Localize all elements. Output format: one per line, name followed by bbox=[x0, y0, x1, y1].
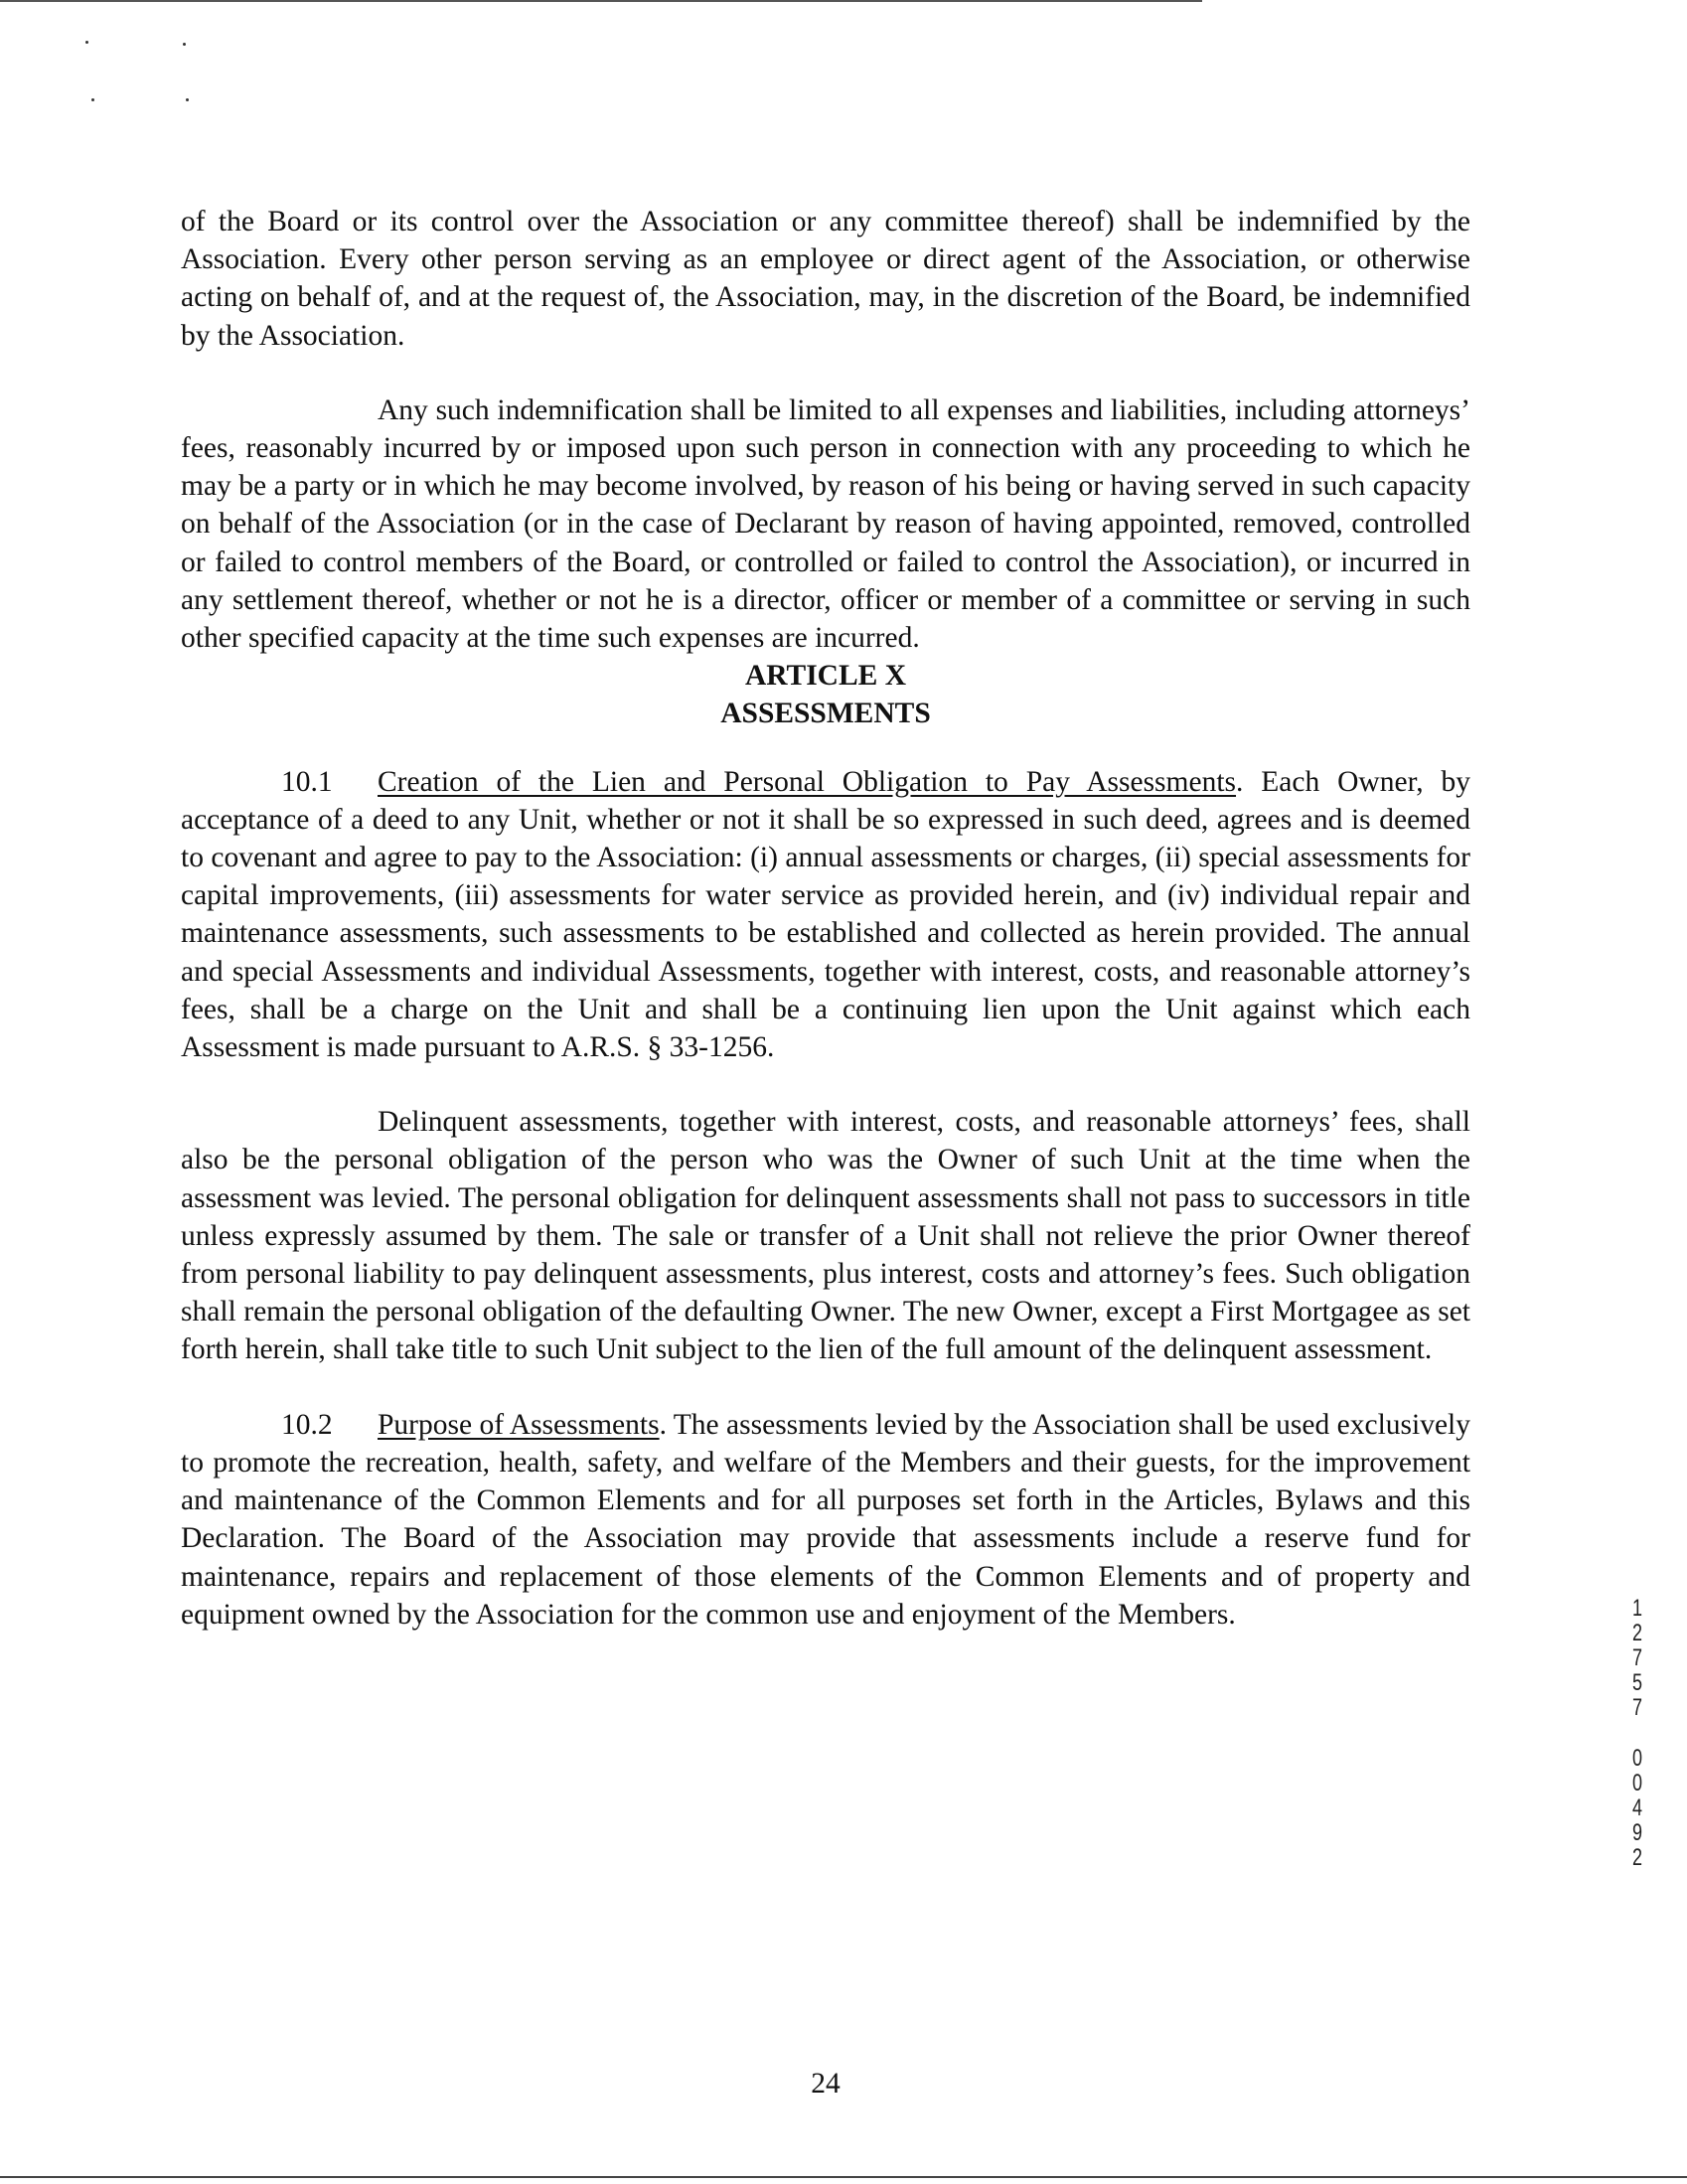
recording-digit: 4 bbox=[1631, 1794, 1643, 1821]
document-body bbox=[181, 203, 1470, 1634]
scan-bottom-edge-line bbox=[0, 2176, 1687, 2178]
scan-speck bbox=[85, 41, 88, 44]
section-number: 10.1 bbox=[281, 765, 333, 798]
paragraph-delinquent-assessments: Delinquent assessments, together with interest, costs, and reasonable attorneys’ fees, shall also be the personal obligation of the person who was the Owner of such Unit at the time when the assessment was levied. The personal obligation for delinquent assessments shall not pass to successors in title unless expressly assumed by them. The sale or transfer of a Unit shall not relieve the prior Owner thereof from personal liability to pay delinquent assessments, plus interest, costs and attorney’s fees. Such obligation shall remain the personal obligation of the defaulting Owner. The new Owner, except a First Mortgagee as set forth herein, shall take title to such Unit subject to the lien of the full amount of the delinquent assessment. bbox=[181, 1106, 1470, 1366]
page-number: 24 bbox=[811, 2068, 841, 2100]
recording-number-gap bbox=[1622, 1720, 1652, 1746]
recording-digit: 0 bbox=[1631, 1770, 1643, 1796]
article-title: ASSESSMENTS bbox=[720, 698, 931, 730]
section-10-1 bbox=[181, 763, 1470, 1067]
section-body: . The assessments levied by the Association shall be used exclusively to promote the recreation, health, safety, and welfare of the Members and their guests, for the improvement and maintenance of the Common Elements and for all purposes set forth in the Articles, Bylaws and this Declaration. The Board of the Association may provide that assessments include a reserve fund for maintenance, repairs and replacement of those elements of the Common Elements and of property and equipment owned by the Association for the common use and enjoyment of the Members. bbox=[181, 1408, 1470, 1631]
scan-speck bbox=[91, 98, 94, 101]
recording-digit: 9 bbox=[1631, 1819, 1643, 1846]
scan-speck bbox=[186, 98, 189, 101]
section-body: . Each Owner, by acceptance of a deed to any Unit, whether or not it shall be so expressed in such deed, agrees and is deemed to covenant and agree to pay to the Association: (i) annual assessments or charges, (ii) special assessments for capital improvements, (iii) assessments for water service as provided herein, and (iv) individual repair and maintenance assessments, such assessments to be established and collected as herein provided. The annual and special Assessments and individual Assessments, together with interest, costs, and reasonable attorney’s fees, shall be a charge on the Unit and shall be a continuing lien upon the Unit against which each Assessment is made pursuant to A.R.S. § 33-1256. bbox=[181, 765, 1470, 1064]
paragraph-indemnification-continued: of the Board or its control over the Association or any committee thereof) shall be indemnified by the Association. Every other person serving as an employee or direct agent of the Association, or otherwise acting on behalf of, and at the request of, the Association, may, in the discretion of the Board, be indemnified by the Association. bbox=[181, 206, 1470, 352]
recording-digit: 7 bbox=[1631, 1644, 1643, 1671]
section-10-2 bbox=[181, 1406, 1470, 1634]
paragraph-indemnification-limits: Any such indemnification shall be limited to all expenses and liabilities, including attorneys’ fees, reasonably incurred by or imposed upon such person in connection with any proceeding to which he may be a party or in which he may become involved, by reason of his being or having served in such capacity on behalf of the Association (or in the case of Declarant by reason of having appointed, removed, controlled or failed to control members of the Board, or controlled or failed to control the Association), or incurred in any settlement thereof, whether or not he is a director, officer or member of a committee or serving in such other specified capacity at the time such expenses are incurred. bbox=[181, 393, 1470, 655]
recording-digit: 5 bbox=[1631, 1669, 1643, 1696]
recording-digit: 7 bbox=[1631, 1694, 1643, 1721]
recording-digit: 0 bbox=[1631, 1745, 1643, 1772]
recording-number-stamp bbox=[1622, 1596, 1652, 1870]
section-title: Purpose of Assessments bbox=[378, 1408, 660, 1441]
recording-digit: 2 bbox=[1631, 1844, 1643, 1871]
recording-digit: 2 bbox=[1631, 1620, 1643, 1646]
section-number: 10.2 bbox=[281, 1408, 333, 1441]
section-title: Creation of the Lien and Personal Obligation to Pay Assessments bbox=[378, 765, 1237, 798]
scan-speck bbox=[183, 43, 186, 46]
recording-digit: 1 bbox=[1631, 1595, 1643, 1622]
scan-top-edge-line bbox=[0, 0, 1202, 2]
article-heading: ARTICLE X bbox=[744, 660, 907, 693]
